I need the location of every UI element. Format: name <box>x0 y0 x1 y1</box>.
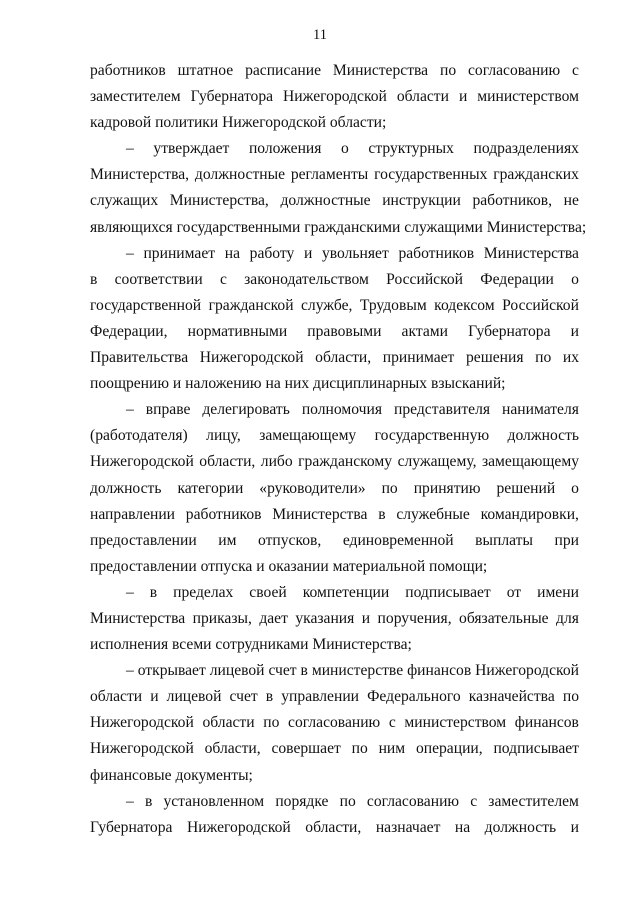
text-line: кадровой политики Нижегородской области; <box>90 114 387 132</box>
text-line: – вправе делегировать полномочия представителя нанимателя <box>126 401 579 419</box>
body-text <box>90 58 587 841</box>
text-line: Нижегородской области, совершает по ним операции, подписывает <box>90 740 579 758</box>
text-line: области и лицевой счет в управлении Федерального казначейства по <box>90 688 579 706</box>
text-line: исполнения всеми сотрудниками Министерства; <box>90 636 412 654</box>
text-line: Губернатора Нижегородской области, назначает на должность и <box>90 818 579 836</box>
text-line: финансовые документы; <box>90 766 253 784</box>
text-line: являющихся государственными гражданскими служащими Министерства; <box>90 218 587 236</box>
text-line: Нижегородской области, либо гражданскому служащему, замещающему <box>90 453 579 471</box>
text-line: Министерства, должностные регламенты государственных гражданских <box>90 166 579 184</box>
text-line: – открывает лицевой счет в министерстве финансов Нижегородской <box>126 662 579 680</box>
text-line: Федерации, нормативными правовыми актами Губернатора и <box>90 322 579 340</box>
text-line: поощрению и наложению на них дисциплинарных взысканий; <box>90 375 506 393</box>
text-line: предоставлении отпуска и оказании материальной помощи; <box>90 557 488 575</box>
text-line: – в установленном порядке по согласованию с заместителем <box>126 792 579 810</box>
text-line: – утверждает положения о структурных подразделениях <box>126 140 579 158</box>
text-line: Нижегородской области по согласованию с министерством финансов <box>90 714 579 732</box>
text-line: – в пределах своей компетенции подписывает от имени <box>126 583 579 601</box>
text-line: должность категории «руководители» по принятию решений о <box>90 479 579 497</box>
text-line: Министерства приказы, дает указания и поручения, обязательные для <box>90 609 579 627</box>
text-line: работников штатное расписание Министерства по согласованию с <box>90 62 579 79</box>
page-number: 11 <box>313 27 327 43</box>
text-line: направлении работников Министерства в служебные командировки, <box>90 505 579 523</box>
text-line: предоставлении им отпусков, единовременной выплаты при <box>90 531 579 549</box>
text-line: служащих Министерства, должностные инструкции работников, не <box>90 192 579 210</box>
text-line: заместителем Губернатора Нижегородской области и министерством <box>90 88 579 106</box>
text-line: (работодателя) лицу, замещающему государственную должность <box>90 427 579 445</box>
text-line: – принимает на работу и увольняет работников Министерства <box>126 244 579 262</box>
text-line: в соответствии с законодательством Российской Федерации о <box>90 270 579 288</box>
text-line: государственной гражданской службе, Трудовым кодексом Российской <box>90 296 579 314</box>
text-line: Правительства Нижегородской области, принимает решения по их <box>90 349 579 367</box>
